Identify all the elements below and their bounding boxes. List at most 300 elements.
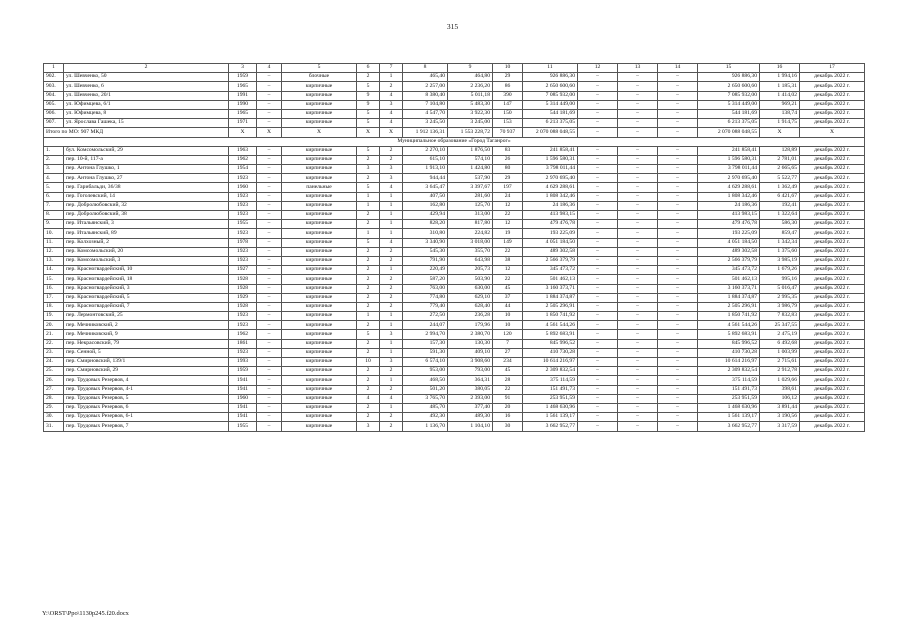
table-cell: 3 160 373,71	[523, 284, 578, 293]
table-cell: декабрь 2022 г.	[800, 293, 865, 302]
table-row	[44, 266, 865, 275]
table-cell: кирпичные	[282, 266, 357, 275]
table-cell: 2	[357, 376, 380, 385]
table-cell: кирпичные	[282, 146, 357, 155]
table-cell: 5	[357, 238, 380, 247]
table-cell: –	[578, 201, 618, 210]
table-cell: –	[257, 358, 282, 367]
table-cell: пер. Комсомольский, 3	[64, 256, 229, 265]
table-cell: –	[257, 100, 282, 109]
table-cell: –	[257, 73, 282, 82]
table-row	[44, 119, 865, 128]
table-cell: пер. Сенной, 5	[64, 348, 229, 357]
table-cell: 2	[357, 220, 380, 229]
table-row	[44, 183, 865, 192]
table-cell: –	[257, 266, 282, 275]
table-cell: –	[578, 330, 618, 339]
table-cell: 3 922,30	[448, 109, 493, 118]
table-cell: –	[578, 82, 618, 91]
table-cell: –	[257, 367, 282, 376]
table-cell: пер. Мечниковский, 9	[64, 330, 229, 339]
table-cell: 2 393,00	[448, 394, 493, 403]
table-cell: 193 225,09	[523, 229, 578, 238]
table-cell: бул. Комсомольский, 29	[64, 146, 229, 155]
table-cell: 1 375,60	[760, 247, 800, 256]
table-cell: 1 468 630,96	[698, 403, 760, 412]
table-cell: –	[618, 229, 658, 238]
table-cell: 489 302,58	[523, 247, 578, 256]
table-cell: 4	[357, 394, 380, 403]
table-cell: 1	[380, 266, 403, 275]
table-cell: 377,40	[448, 403, 493, 412]
table-cell: –	[257, 302, 282, 311]
table-cell: –	[658, 312, 698, 321]
table-cell: 380,05	[448, 385, 493, 394]
table-cell: 1 003,99	[760, 348, 800, 357]
table-cell: пер. Антона Глушко, 1	[64, 165, 229, 174]
table-cell: 1928	[229, 284, 257, 293]
table-cell: –	[658, 293, 698, 302]
table-cell: 4 561 544,26	[523, 321, 578, 330]
table-cell: 16	[493, 413, 523, 422]
table-cell: –	[257, 247, 282, 256]
table-cell: 355,70	[448, 247, 493, 256]
table-cell: 779,40	[403, 302, 448, 311]
table-cell: –	[658, 165, 698, 174]
total-cell: X	[380, 128, 403, 137]
table-row	[44, 403, 865, 412]
table-cell: –	[618, 367, 658, 376]
table-cell: –	[578, 358, 618, 367]
table-cell: 545,30	[403, 247, 448, 256]
table-cell: кирпичные	[282, 284, 357, 293]
table-row	[44, 275, 865, 284]
table-cell: 903.	[44, 82, 64, 91]
table-cell: –	[618, 220, 658, 229]
table-cell: пер. Красногвардейский, 5	[64, 293, 229, 302]
table-cell: пер. Мечниковский, 2	[64, 321, 229, 330]
table-cell: 3	[380, 165, 403, 174]
table-cell: кирпичные	[282, 211, 357, 220]
table-cell: 537,90	[448, 174, 493, 183]
table-cell: –	[618, 275, 658, 284]
table-cell: 1990	[229, 100, 257, 109]
table-cell: пер. Красногвардейский, 3	[64, 284, 229, 293]
column-number-cell: 1	[44, 64, 64, 73]
table-cell: 615,10	[403, 155, 448, 164]
total-cell: X	[800, 128, 865, 137]
table-row	[44, 376, 865, 385]
table-cell: 3 018,00	[448, 238, 493, 247]
table-row	[44, 293, 865, 302]
table-cell: кирпичные	[282, 201, 357, 210]
table-cell: –	[257, 238, 282, 247]
table-cell: пер. Смирновский, 139/1	[64, 358, 229, 367]
table-cell: 1 424,80	[448, 165, 493, 174]
table-cell: кирпичные	[282, 367, 357, 376]
table-cell: –	[578, 109, 618, 118]
table-cell: 22	[493, 275, 523, 284]
table-cell: 157,30	[403, 339, 448, 348]
table-cell: 6 213 375,05	[698, 119, 760, 128]
table-cell: 29	[493, 73, 523, 82]
table-cell: 904.	[44, 91, 64, 100]
table-cell: –	[578, 183, 618, 192]
table-cell: 2	[380, 247, 403, 256]
table-cell: 793,00	[448, 367, 493, 376]
table-cell: 22	[493, 247, 523, 256]
column-number-cell: 13	[618, 64, 658, 73]
table-cell: 19	[493, 229, 523, 238]
table-row	[44, 302, 865, 311]
table-cell: –	[618, 312, 658, 321]
table-cell: 3	[357, 422, 380, 431]
table-cell: пер. Итальянский, 89	[64, 229, 229, 238]
table-cell: 905.	[44, 100, 64, 109]
column-number-cell: 2	[64, 64, 229, 73]
table-row	[44, 229, 865, 238]
table-cell: пер. Некрасовский, 79	[64, 339, 229, 348]
table-cell: декабрь 2022 г.	[800, 275, 865, 284]
table-cell: 220,49	[403, 266, 448, 275]
table-cell: 1	[380, 312, 403, 321]
table-cell: кирпичные	[282, 192, 357, 201]
table-cell: декабрь 2022 г.	[800, 109, 865, 118]
table-cell: 5 314 449,00	[698, 100, 760, 109]
table-cell: 3 798 011,44	[698, 165, 760, 174]
table-cell: 1 884 374,87	[523, 293, 578, 302]
table-cell: 23.	[44, 348, 64, 357]
section-title-row	[44, 137, 865, 146]
table-cell: –	[578, 238, 618, 247]
table-cell: 120	[493, 330, 523, 339]
table-cell: –	[618, 321, 658, 330]
table-cell: –	[578, 422, 618, 431]
table-cell: декабрь 2022 г.	[800, 165, 865, 174]
register-table	[43, 63, 865, 432]
table-cell: 1941	[229, 403, 257, 412]
section-title: Муниципальное образование «Город Таганрог»	[44, 137, 865, 146]
table-cell: 5	[357, 109, 380, 118]
table-cell: 4	[380, 394, 403, 403]
table-cell: –	[257, 211, 282, 220]
table-cell: –	[658, 192, 698, 201]
table-cell: 1959	[229, 367, 257, 376]
table-cell: –	[658, 348, 698, 357]
table-cell: 3 986,79	[760, 302, 800, 311]
table-cell: –	[618, 339, 658, 348]
table-cell: –	[618, 403, 658, 412]
table-cell: –	[618, 146, 658, 155]
table-cell: 236,28	[448, 312, 493, 321]
table-cell: –	[257, 284, 282, 293]
table-cell: 817,80	[448, 220, 493, 229]
table-cell: 25 347,55	[760, 321, 800, 330]
table-cell: 281,60	[448, 192, 493, 201]
table-cell: 2	[357, 348, 380, 357]
column-number-cell: 11	[523, 64, 578, 73]
table-cell: 151 491,73	[523, 385, 578, 394]
table-cell: –	[618, 183, 658, 192]
table-cell: 489 302,58	[698, 247, 760, 256]
table-cell: 3 245,50	[403, 119, 448, 128]
column-number-cell: 6	[357, 64, 380, 73]
table-cell: 24.	[44, 358, 64, 367]
table-cell: кирпичные	[282, 293, 357, 302]
table-cell: 907.	[44, 119, 64, 128]
table-cell: пер. Комсомольский, 20	[64, 247, 229, 256]
total-cell: 2 070 088 048,55	[523, 128, 578, 137]
table-cell: 3 798 011,44	[523, 165, 578, 174]
table-cell: кирпичные	[282, 358, 357, 367]
table-cell: 1	[380, 376, 403, 385]
table-row	[44, 339, 865, 348]
total-cell: X	[229, 128, 257, 137]
table-cell: кирпичные	[282, 109, 357, 118]
table-cell: 2	[380, 284, 403, 293]
table-cell: 364,31	[448, 376, 493, 385]
table-cell: 10 614 216,97	[698, 358, 760, 367]
table-cell: 5.	[44, 183, 64, 192]
table-cell: 2 257,00	[403, 82, 448, 91]
table-cell: 24 186,36	[523, 201, 578, 210]
table-cell: 944,44	[403, 174, 448, 183]
table-cell: –	[257, 174, 282, 183]
table-cell: –	[618, 91, 658, 100]
table-cell: декабрь 2022 г.	[800, 284, 865, 293]
table-cell: пер. Трудовых Резервов, 6-1	[64, 413, 229, 422]
table-cell: 2	[357, 247, 380, 256]
table-cell: –	[257, 385, 282, 394]
table-cell: 2 970 695,40	[523, 174, 578, 183]
table-cell: 1 362,49	[760, 183, 800, 192]
table-cell: 313,00	[448, 211, 493, 220]
table-cell: –	[257, 348, 282, 357]
table-cell: 10	[493, 321, 523, 330]
table-cell: 4	[380, 183, 403, 192]
table-cell: –	[658, 284, 698, 293]
table-cell: –	[658, 321, 698, 330]
table-cell: 1927	[229, 266, 257, 275]
table-cell: кирпичные	[282, 302, 357, 311]
table-cell: 2	[357, 293, 380, 302]
table-cell: –	[618, 284, 658, 293]
table-cell: пер. Колхозный, 2	[64, 238, 229, 247]
table-cell: декабрь 2022 г.	[800, 238, 865, 247]
table-cell: 1 914,75	[760, 119, 800, 128]
table-row	[44, 100, 865, 109]
table-cell: 1 884 374,87	[698, 293, 760, 302]
table-cell: 390	[493, 91, 523, 100]
table-cell: 1978	[229, 238, 257, 247]
column-number-cell: 12	[578, 64, 618, 73]
table-cell: декабрь 2022 г.	[800, 403, 865, 412]
table-cell: 4	[380, 91, 403, 100]
table-cell: 926 886,30	[698, 73, 760, 82]
table-cell: кирпичные	[282, 256, 357, 265]
table-cell: 9	[357, 91, 380, 100]
table-cell: –	[658, 229, 698, 238]
total-cell: 1 912 136,31	[403, 128, 448, 137]
table-cell: –	[658, 413, 698, 422]
total-cell: X	[357, 128, 380, 137]
table-cell: –	[658, 146, 698, 155]
table-cell: 1923	[229, 321, 257, 330]
column-number-cell: 15	[698, 64, 760, 73]
table-cell: 1 994,16	[760, 73, 800, 82]
table-cell: декабрь 2022 г.	[800, 312, 865, 321]
table-cell: 1923	[229, 174, 257, 183]
table-cell: пер. Красногвардейский, 18	[64, 275, 229, 284]
table-cell: –	[578, 385, 618, 394]
table-cell: 3	[357, 165, 380, 174]
table-cell: 138,74	[760, 109, 800, 118]
table-cell: кирпичные	[282, 229, 357, 238]
table-cell: 1	[380, 339, 403, 348]
column-number-cell: 9	[448, 64, 493, 73]
table-cell: пер. Добролюбовский, 38	[64, 211, 229, 220]
total-cell: X	[760, 128, 800, 137]
table-cell: ул. Юфимцева, 8	[64, 109, 229, 118]
table-cell: –	[578, 348, 618, 357]
table-cell: 5	[357, 119, 380, 128]
table-cell: 2	[357, 284, 380, 293]
table-cell: 1941	[229, 413, 257, 422]
table-cell: пер. Трудовых Резервов, 4-1	[64, 385, 229, 394]
table-cell: 21.	[44, 330, 64, 339]
table-cell: пер. Трудовых Резервов, 5	[64, 394, 229, 403]
table-cell: 1 876,50	[448, 146, 493, 155]
table-cell: –	[658, 247, 698, 256]
table-cell: –	[578, 394, 618, 403]
table-cell: декабрь 2022 г.	[800, 367, 865, 376]
table-cell: кирпичные	[282, 238, 357, 247]
table-cell: 2	[380, 367, 403, 376]
table-cell: –	[658, 220, 698, 229]
table-cell: 17.	[44, 293, 64, 302]
table-cell: ул. Шевченко, 20/1	[64, 91, 229, 100]
total-cell: 1 553 228,72	[448, 128, 493, 137]
table-cell: 30.	[44, 413, 64, 422]
table-cell: –	[578, 284, 618, 293]
table-cell: 503,90	[448, 275, 493, 284]
table-cell: 1 414,02	[760, 91, 800, 100]
table-cell: 2	[357, 367, 380, 376]
table-cell: 1 029,66	[760, 376, 800, 385]
table-cell: 410 730,28	[698, 348, 760, 357]
table-cell: 1941	[229, 376, 257, 385]
table-cell: 91	[493, 394, 523, 403]
table-cell: –	[658, 183, 698, 192]
table-cell: –	[578, 192, 618, 201]
table-cell: декабрь 2022 г.	[800, 385, 865, 394]
table-cell: –	[257, 403, 282, 412]
table-cell: кирпичные	[282, 330, 357, 339]
table-cell: –	[257, 413, 282, 422]
table-cell: пер. Смирновский, 29	[64, 367, 229, 376]
table-cell: –	[658, 302, 698, 311]
table-cell: пер. Антона Глушко, 27	[64, 174, 229, 183]
table-cell: 413 983,15	[523, 211, 578, 220]
table-cell: 479 476,78	[523, 220, 578, 229]
table-cell: 244,07	[403, 321, 448, 330]
table-cell: декабрь 2022 г.	[800, 192, 865, 201]
table-cell: –	[658, 91, 698, 100]
total-row	[44, 128, 865, 137]
table-cell: 1962	[229, 330, 257, 339]
table-cell: –	[578, 146, 618, 155]
table-cell: 5	[357, 146, 380, 155]
table-cell: –	[257, 321, 282, 330]
table-cell: 2	[357, 302, 380, 311]
table-cell: кирпичные	[282, 100, 357, 109]
table-cell: 1962	[229, 155, 257, 164]
table-cell: пер. Красногвардейский, 7	[64, 302, 229, 311]
table-cell: 2	[357, 321, 380, 330]
table-cell: 4 051 184,50	[523, 238, 578, 247]
table-cell: 147	[493, 100, 523, 109]
table-cell: 2	[357, 211, 380, 220]
table-cell: –	[578, 266, 618, 275]
table-cell: кирпичные	[282, 385, 357, 394]
table-cell: –	[658, 82, 698, 91]
table-cell: 1971	[229, 119, 257, 128]
table-cell: 464,80	[448, 73, 493, 82]
table-cell: кирпичные	[282, 312, 357, 321]
table-row	[44, 155, 865, 164]
table-cell: 5 892 683,91	[698, 330, 760, 339]
table-cell: пер. Итальянский, 3	[64, 220, 229, 229]
table-cell: кирпичные	[282, 220, 357, 229]
table-cell: –	[578, 119, 618, 128]
table-row	[44, 192, 865, 201]
table-cell: декабрь 2022 г.	[800, 211, 865, 220]
table-cell: 492,30	[403, 413, 448, 422]
table-row	[44, 385, 865, 394]
table-cell: 1 185,31	[760, 82, 800, 91]
table-cell: 1	[357, 312, 380, 321]
table-cell: –	[658, 358, 698, 367]
table-cell: 1 850 741,92	[523, 312, 578, 321]
table-cell: 27	[493, 348, 523, 357]
table-row	[44, 73, 865, 82]
table-cell: 4 051 184,50	[698, 238, 760, 247]
table-cell: 12.	[44, 247, 64, 256]
table-cell: 1	[380, 321, 403, 330]
table-cell: 2 309 832,54	[698, 367, 760, 376]
table-cell: 3	[380, 358, 403, 367]
table-cell: 1 561 139,17	[523, 413, 578, 422]
table-cell: 1923	[229, 192, 257, 201]
table-cell: кирпичные	[282, 413, 357, 422]
table-cell: пер. 10-й, 117-а	[64, 155, 229, 164]
table-cell: –	[618, 247, 658, 256]
column-number-cell: 3	[229, 64, 257, 73]
table-cell: –	[578, 220, 618, 229]
table-cell: 468,50	[403, 376, 448, 385]
table-cell: 1861	[229, 339, 257, 348]
table-cell: 2	[380, 82, 403, 91]
table-cell: 22	[493, 211, 523, 220]
table-cell: –	[257, 192, 282, 201]
table-cell: –	[658, 238, 698, 247]
table-cell: 12	[493, 201, 523, 210]
table-cell: 10.	[44, 229, 64, 238]
table-cell: 2 475,19	[760, 330, 800, 339]
table-cell: 241 858,41	[698, 146, 760, 155]
table-cell: 3 645,47	[403, 183, 448, 192]
table-cell: 19.	[44, 312, 64, 321]
